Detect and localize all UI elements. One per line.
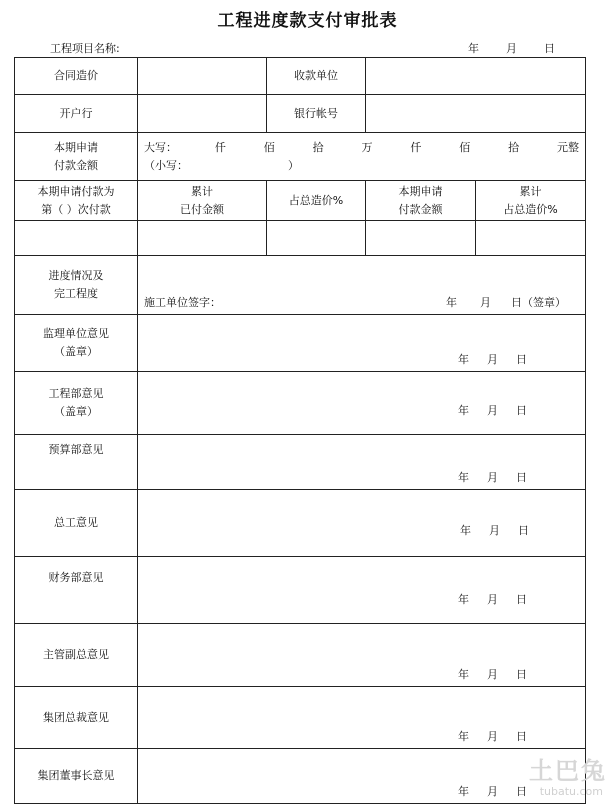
payee-label: 收款单位 xyxy=(267,58,366,95)
progress-label-line1: 进度情况及 xyxy=(48,269,104,283)
unit-shi-2: 拾 xyxy=(508,140,520,154)
progress-day-seal: 日（签章） xyxy=(511,296,566,310)
opinion-year: 年 xyxy=(460,524,471,538)
opinion-label-line1: 集团董事长意见 xyxy=(37,769,115,783)
opinion-label xyxy=(15,557,138,624)
amount-lower-row xyxy=(138,157,585,175)
amount-label-line2: 付款金额 xyxy=(54,158,98,172)
opinion-month: 月 xyxy=(487,353,498,367)
opinion-label-line1: 监理单位意见 xyxy=(43,327,109,341)
opinion-month: 月 xyxy=(487,730,498,744)
contract-price-label: 合同造价 xyxy=(15,58,138,95)
payee-field[interactable] xyxy=(366,58,586,95)
progress-field[interactable] xyxy=(138,256,586,315)
cumulative-paid-field[interactable] xyxy=(138,221,267,256)
bank-label: 开户行 xyxy=(15,95,138,133)
cumulative-percent-header xyxy=(476,181,586,221)
opinion-year: 年 xyxy=(458,593,469,607)
opinion-date xyxy=(458,469,527,487)
opinion-day: 日 xyxy=(516,404,527,418)
unit-qian: 仟 xyxy=(214,140,226,154)
opinion-field[interactable] xyxy=(138,315,586,372)
row-bank xyxy=(15,95,586,133)
amount-capital-row xyxy=(138,139,585,157)
row-payment-header xyxy=(15,181,586,221)
row-opinion-chief-engineer xyxy=(15,490,586,557)
payment-count-field[interactable] xyxy=(15,221,138,256)
header-month: 月 xyxy=(506,42,517,55)
opinion-year: 年 xyxy=(458,668,469,682)
header-year: 年 xyxy=(468,42,479,55)
opinion-label-line2: （盖章） xyxy=(54,405,98,418)
header-day: 日 xyxy=(544,42,555,55)
opinion-label xyxy=(15,490,138,557)
row-opinion-engineering xyxy=(15,372,586,435)
payment-count-line1: 本期申请付款为 xyxy=(37,184,115,198)
row-payment-values xyxy=(15,221,586,256)
contractor-sign-label: 施工单位签字： xyxy=(144,296,221,310)
current-amount-line2: 付款金额 xyxy=(398,202,443,216)
payment-count-header xyxy=(15,181,138,221)
opinion-month: 月 xyxy=(487,404,498,418)
opinion-year: 年 xyxy=(458,730,469,744)
opinion-month: 月 xyxy=(487,593,498,607)
opinion-month: 月 xyxy=(487,668,498,682)
amount-daxie-label: 大写： xyxy=(144,140,177,154)
opinion-day: 日 xyxy=(516,730,527,744)
percent-total-field[interactable] xyxy=(267,221,366,256)
progress-label xyxy=(15,256,138,315)
opinion-field[interactable] xyxy=(138,557,586,624)
opinion-label-line1: 总工意见 xyxy=(54,516,98,530)
cumulative-paid-header xyxy=(138,181,267,221)
opinion-label-line2: （盖章） xyxy=(54,345,98,358)
row-amount xyxy=(15,133,586,181)
opinion-field[interactable] xyxy=(138,687,586,749)
opinion-year: 年 xyxy=(458,471,469,485)
opinion-day: 日 xyxy=(516,353,527,367)
row-opinion-chairman xyxy=(15,749,586,804)
opinion-label-line1: 预算部意见 xyxy=(48,443,104,456)
current-amount-header xyxy=(366,181,476,221)
amount-label-line1: 本期申请 xyxy=(54,140,98,154)
progress-month: 月 xyxy=(480,296,491,310)
cumulative-paid-line1: 累计 xyxy=(191,184,213,198)
unit-qian-2: 仟 xyxy=(410,140,422,154)
opinion-label-line1: 主管副总意见 xyxy=(43,648,109,662)
opinion-label xyxy=(15,749,138,804)
amount-xiaoxie-close: ） xyxy=(288,158,299,172)
opinion-label-line1: 工程部意见 xyxy=(48,387,104,401)
cumulative-percent-line1: 累计 xyxy=(519,184,542,198)
opinion-date xyxy=(458,591,527,609)
contract-price-field[interactable] xyxy=(138,58,267,95)
opinion-day: 日 xyxy=(516,593,527,607)
approval-table xyxy=(14,57,586,804)
opinion-date xyxy=(458,402,527,420)
opinion-label xyxy=(15,372,138,435)
opinion-day: 日 xyxy=(516,785,527,799)
opinion-label-line1: 财务部意见 xyxy=(48,571,104,584)
project-name-label: 工程项目名称: xyxy=(50,42,120,55)
watermark-site: tubatu.com xyxy=(539,785,603,798)
amount-label xyxy=(15,133,138,181)
opinion-year: 年 xyxy=(458,353,469,367)
opinion-day: 日 xyxy=(516,668,527,682)
opinion-field[interactable] xyxy=(138,749,586,804)
opinion-day: 日 xyxy=(518,524,529,538)
opinion-field[interactable] xyxy=(138,435,586,490)
opinion-date xyxy=(458,783,527,801)
row-opinion-budget xyxy=(15,435,586,490)
watermark-logo: 土巴兔 xyxy=(529,757,607,785)
form-title: 工程进度款支付审批表 xyxy=(217,11,398,31)
unit-shi: 拾 xyxy=(312,140,324,154)
current-amount-line1: 本期申请 xyxy=(398,184,443,198)
opinion-year: 年 xyxy=(458,785,469,799)
opinion-month: 月 xyxy=(489,524,500,538)
opinion-date xyxy=(460,522,529,540)
progress-label-line2: 完工程度 xyxy=(54,287,98,300)
opinion-field[interactable] xyxy=(138,490,586,557)
amount-xiaoxie-label: （小写： xyxy=(144,158,188,172)
opinion-label xyxy=(15,687,138,749)
bank-field[interactable] xyxy=(138,95,267,133)
unit-wan: 万 xyxy=(361,140,373,154)
opinion-field[interactable] xyxy=(138,372,586,435)
opinion-year: 年 xyxy=(458,404,469,418)
opinion-day: 日 xyxy=(516,471,527,485)
opinion-field[interactable] xyxy=(138,624,586,687)
cumulative-percent-field[interactable] xyxy=(476,221,586,256)
percent-total-header: 占总造价% xyxy=(267,181,366,221)
row-opinion-finance xyxy=(15,557,586,624)
opinion-date xyxy=(458,666,527,684)
row-progress xyxy=(15,256,586,315)
amount-field[interactable] xyxy=(138,133,586,181)
row-opinion-president xyxy=(15,687,586,749)
progress-year: 年 xyxy=(446,296,457,310)
row-opinion-supervisor xyxy=(15,315,586,372)
payment-count-line2: 第（ ）次付款 xyxy=(41,202,111,216)
opinion-label xyxy=(15,624,138,687)
cumulative-percent-line2: 占总造价% xyxy=(503,202,558,216)
opinion-label xyxy=(15,435,138,490)
row-opinion-vp xyxy=(15,624,586,687)
unit-bai: 佰 xyxy=(263,140,275,154)
unit-yuan: 元整 xyxy=(557,140,579,154)
account-label: 银行帐号 xyxy=(267,95,366,133)
opinion-label xyxy=(15,315,138,372)
cumulative-paid-line2: 已付金额 xyxy=(180,202,224,216)
current-amount-field[interactable] xyxy=(366,221,476,256)
account-field[interactable] xyxy=(366,95,586,133)
opinion-label-line1: 集团总裁意见 xyxy=(43,710,109,724)
opinion-date xyxy=(458,351,527,369)
unit-bai-2: 佰 xyxy=(459,140,471,154)
row-contract xyxy=(15,58,586,95)
opinion-month: 月 xyxy=(487,471,498,485)
opinion-date xyxy=(458,728,527,746)
opinion-month: 月 xyxy=(487,785,498,799)
